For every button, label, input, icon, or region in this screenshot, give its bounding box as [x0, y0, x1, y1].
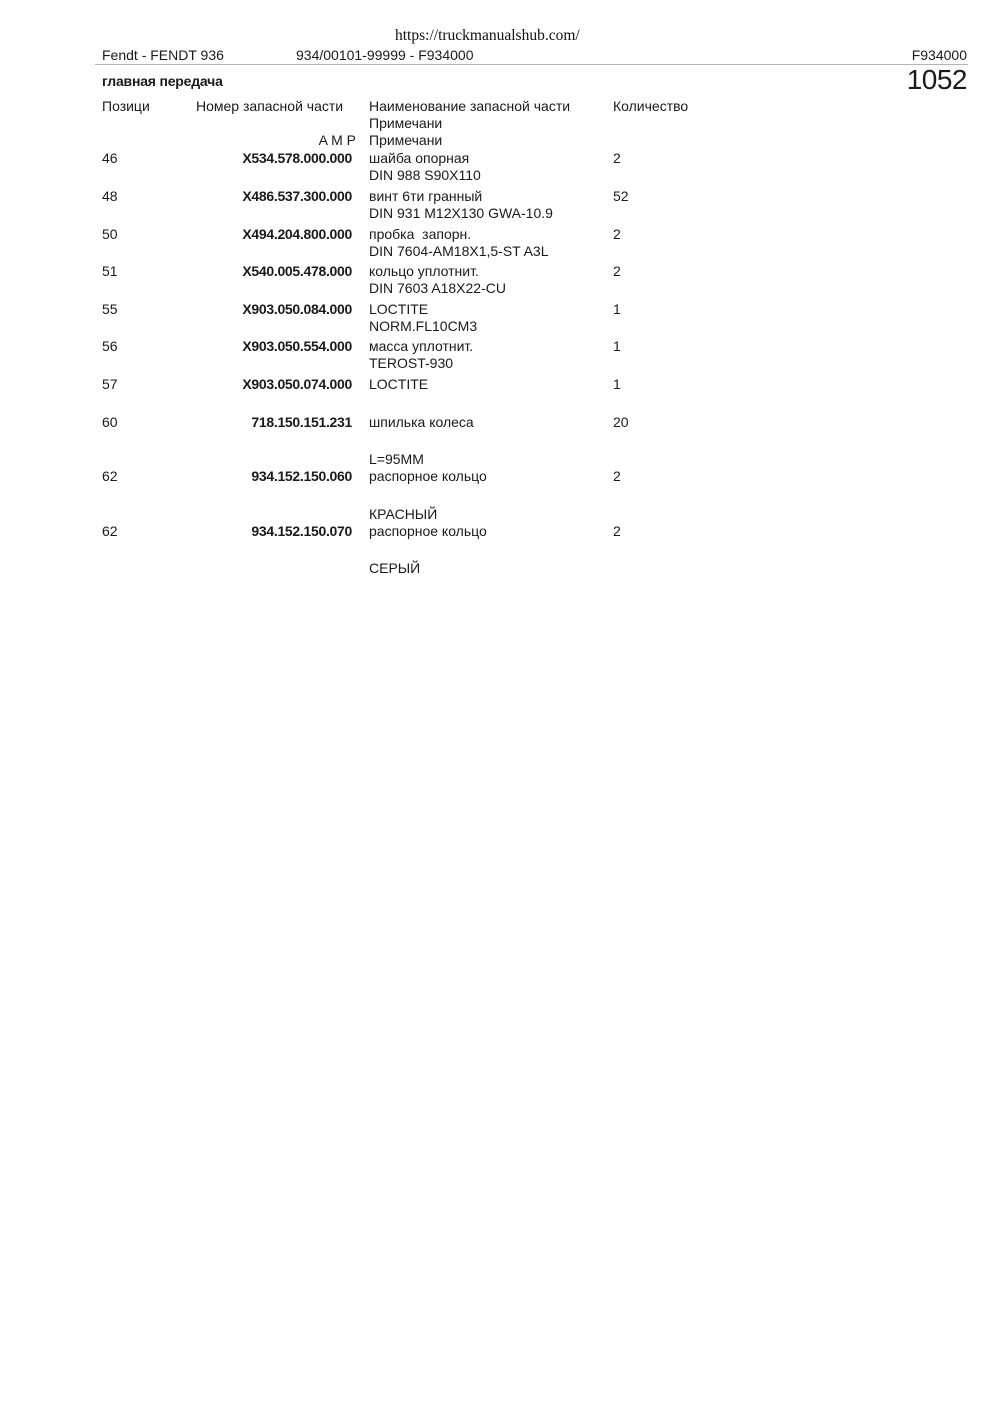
source-url[interactable]: https://truckmanualshub.com/	[395, 27, 580, 44]
part-note-cell: L=95MM	[369, 451, 424, 467]
part-name-cell: винт 6ти гранный	[369, 188, 483, 204]
part-number-cell: 934.152.150.060	[251, 468, 352, 484]
header-divider	[95, 64, 968, 65]
quantity-cell: 2	[613, 523, 621, 539]
catalog-code: F934000	[911, 47, 967, 63]
part-name-cell: шпилька колеса	[369, 414, 474, 430]
part-number-cell: 718.150.151.231	[251, 414, 352, 430]
column-header-part-number: Номер запасной части	[196, 98, 344, 114]
part-number-cell: X903.050.084.000	[242, 301, 352, 317]
position-cell: 57	[102, 376, 118, 392]
quantity-cell: 2	[613, 226, 621, 242]
part-number-cell: 934.152.150.070	[251, 523, 352, 539]
part-note-cell: СЕРЫЙ	[369, 560, 421, 576]
part-name-cell: распорное кольцо	[369, 523, 487, 539]
serial-range: 934/00101-99999 - F934000	[296, 47, 474, 63]
quantity-cell: 2	[613, 150, 621, 166]
quantity-cell: 52	[613, 188, 629, 204]
position-cell: 46	[102, 150, 118, 166]
part-name-cell: кольцо уплотнит.	[369, 263, 479, 279]
column-header-quantity: Количество	[613, 98, 689, 114]
model-label: Fendt - FENDT 936	[102, 47, 224, 63]
part-name-cell: пробка запорн.	[369, 226, 472, 242]
quantity-cell: 1	[613, 376, 621, 392]
part-number-cell: X903.050.074.000	[242, 376, 352, 392]
part-note-cell: DIN 7604-AM18X1,5-ST A3L	[369, 243, 549, 259]
position-cell: 51	[102, 263, 118, 279]
part-number-cell: X494.204.800.000	[242, 226, 352, 242]
part-note-cell: TEROST-930	[369, 355, 454, 371]
position-cell: 55	[102, 301, 118, 317]
part-note-cell: DIN 931 M12X130 GWA-10.9	[369, 205, 553, 221]
part-note-cell: DIN 988 S90X110	[369, 167, 481, 183]
section-title: главная передача	[102, 73, 223, 89]
column-header-position: Позици	[102, 98, 150, 114]
part-name-cell: шайба опорная	[369, 150, 470, 166]
part-name-cell: LOCTITE	[369, 301, 429, 317]
quantity-cell: 1	[613, 338, 621, 354]
part-number-cell: X534.578.000.000	[242, 150, 352, 166]
position-cell: 60	[102, 414, 118, 430]
part-note-cell: DIN 7603 A18X22-CU	[369, 280, 506, 296]
page-number: 1052	[906, 64, 967, 95]
part-note-cell: КРАСНЫЙ	[369, 506, 438, 522]
position-cell: 50	[102, 226, 118, 242]
part-name-cell: распорное кольцо	[369, 468, 487, 484]
part-number-cell: X903.050.554.000	[242, 338, 352, 354]
column-header-note-2: Примечани	[369, 132, 443, 148]
column-header-part-name: Наименование запасной части	[369, 98, 571, 114]
part-note-cell: NORM.FL10CM3	[369, 318, 478, 334]
position-cell: 62	[102, 468, 118, 484]
part-number-cell: X540.005.478.000	[242, 263, 352, 279]
position-cell: 56	[102, 338, 118, 354]
part-name-cell: масса уплотнит.	[369, 338, 474, 354]
quantity-cell: 2	[613, 263, 621, 279]
part-number-cell: X486.537.300.000	[242, 188, 352, 204]
position-cell: 62	[102, 523, 118, 539]
position-cell: 48	[102, 188, 118, 204]
part-name-cell: LOCTITE	[369, 376, 429, 392]
quantity-cell: 2	[613, 468, 621, 484]
quantity-cell: 1	[613, 301, 621, 317]
column-header-amp: A M P	[318, 132, 356, 148]
quantity-cell: 20	[613, 414, 629, 430]
column-header-note: Примечани	[369, 115, 443, 131]
